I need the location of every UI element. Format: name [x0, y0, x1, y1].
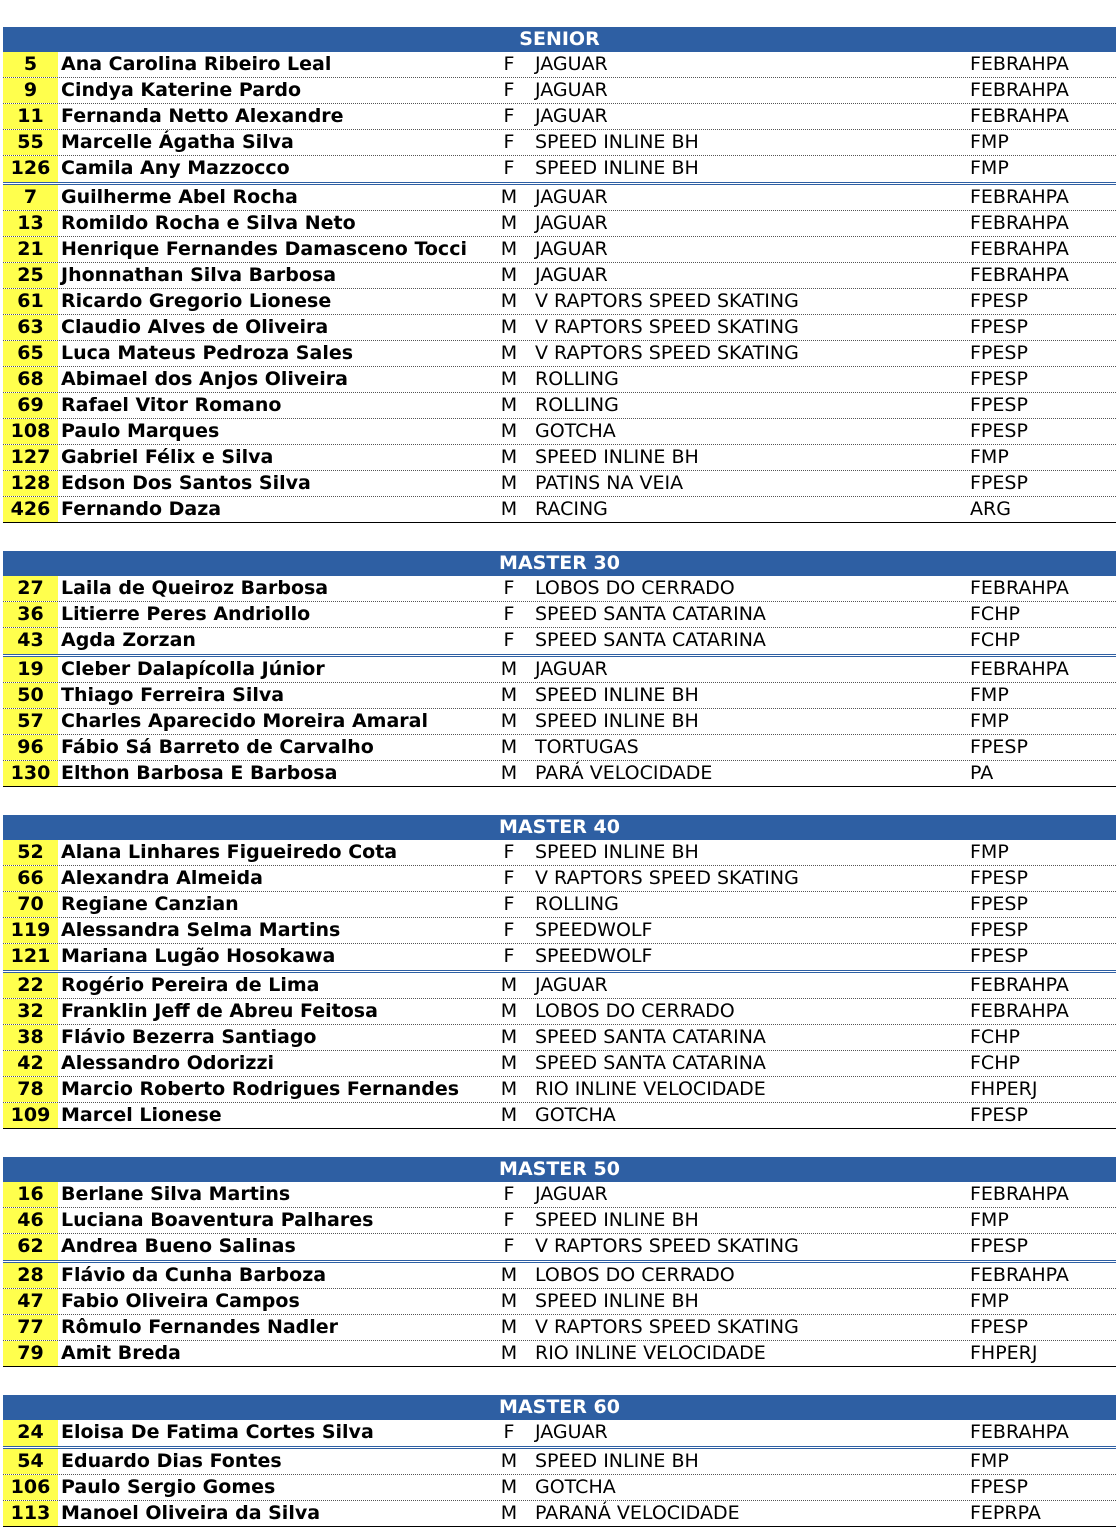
- athlete-name: Franklin Jeff de Abreu Feitosa: [61, 1000, 378, 1022]
- club-name: JAGUAR: [535, 186, 608, 208]
- bib-number: 7: [3, 185, 58, 210]
- athlete-row: [3, 973, 1116, 999]
- bib-number: 52: [3, 840, 58, 865]
- athlete-row: [3, 1077, 1116, 1103]
- athlete-row: [3, 1025, 1116, 1051]
- bib-number: 38: [3, 1025, 58, 1050]
- bib-number: 109: [3, 1103, 58, 1128]
- bib-number: 11: [3, 104, 58, 129]
- club-name: SPEED SANTA CATARINA: [535, 629, 766, 651]
- club-name: SPEED INLINE BH: [535, 1209, 699, 1231]
- federation: FCHP: [970, 629, 1020, 651]
- athlete-name: Eduardo Dias Fontes: [61, 1450, 282, 1472]
- athlete-row: [3, 709, 1116, 735]
- athlete-gender: M: [500, 264, 518, 286]
- athlete-name: Henrique Fernandes Damasceno Tocci: [61, 238, 467, 260]
- athlete-name: Marcio Roberto Rodrigues Fernandes: [61, 1078, 460, 1100]
- bib-number: 28: [3, 1263, 58, 1288]
- bib-number: 126: [3, 156, 58, 182]
- club-name: V RAPTORS SPEED SKATING: [535, 867, 799, 889]
- federation: FEBRAHPA: [970, 264, 1069, 286]
- bib-number: 65: [3, 341, 58, 366]
- bib-number: 46: [3, 1208, 58, 1233]
- athlete-name: Manoel Oliveira da Silva: [61, 1502, 321, 1524]
- federation: FPESP: [970, 867, 1028, 889]
- athlete-gender: M: [500, 212, 518, 234]
- club-name: V RAPTORS SPEED SKATING: [535, 342, 799, 364]
- athlete-row: [3, 761, 1116, 787]
- club-name: RIO INLINE VELOCIDADE: [535, 1078, 766, 1100]
- club-name: JAGUAR: [535, 212, 608, 234]
- athlete-name: Camila Any Mazzocco: [61, 157, 290, 179]
- athlete-name: Ana Carolina Ribeiro Leal: [61, 53, 332, 75]
- athlete-gender: M: [500, 1104, 518, 1126]
- federation: FEBRAHPA: [970, 1264, 1069, 1286]
- federation: FCHP: [970, 1026, 1020, 1048]
- athlete-row: [3, 657, 1116, 683]
- athlete-gender: M: [500, 394, 518, 416]
- bib-number: 61: [3, 289, 58, 314]
- athlete-name: Paulo Marques: [61, 420, 220, 442]
- club-name: LOBOS DO CERRADO: [535, 1000, 735, 1022]
- bib-number: 57: [3, 709, 58, 734]
- club-name: V RAPTORS SPEED SKATING: [535, 290, 799, 312]
- club-name: SPEED INLINE BH: [535, 446, 699, 468]
- federation: FPESP: [970, 420, 1028, 442]
- federation: FHPERJ: [970, 1342, 1038, 1364]
- club-name: SPEED SANTA CATARINA: [535, 603, 766, 625]
- bib-number: 25: [3, 263, 58, 288]
- athlete-name: Paulo Sergio Gomes: [61, 1476, 276, 1498]
- federation: FPESP: [970, 945, 1028, 967]
- federation: FEPRPA: [970, 1502, 1041, 1524]
- bib-number: 43: [3, 628, 58, 654]
- athlete-name: Rogério Pereira de Lima: [61, 974, 320, 996]
- club-name: PATINS NA VEIA: [535, 472, 684, 494]
- club-name: V RAPTORS SPEED SKATING: [535, 1235, 799, 1257]
- federation: FPESP: [970, 290, 1028, 312]
- bib-number: 55: [3, 130, 58, 155]
- athlete-row: [3, 892, 1116, 918]
- athlete-name: Marcelle Ágatha Silva: [61, 131, 294, 153]
- athlete-name: Rafael Vitor Romano: [61, 394, 282, 416]
- federation: FPESP: [970, 893, 1028, 915]
- federation: FMP: [970, 446, 1009, 468]
- athlete-name: Laila de Queiroz Barbosa: [61, 577, 329, 599]
- club-name: PARÁ VELOCIDADE: [535, 762, 713, 784]
- athlete-row: [3, 944, 1116, 973]
- federation: FEBRAHPA: [970, 658, 1069, 680]
- club-name: LOBOS DO CERRADO: [535, 1264, 735, 1286]
- federation: FEBRAHPA: [970, 238, 1069, 260]
- federation: FEBRAHPA: [970, 79, 1069, 101]
- bib-number: 426: [3, 497, 58, 522]
- athlete-name: Fábio Sá Barreto de Carvalho: [61, 736, 374, 758]
- athlete-row: [3, 52, 1116, 78]
- bib-number: 13: [3, 211, 58, 236]
- federation: FPESP: [970, 368, 1028, 390]
- category-table: [3, 27, 1116, 523]
- athlete-gender: M: [500, 1026, 518, 1048]
- athlete-name: Litierre Peres Andriollo: [61, 603, 311, 625]
- athlete-gender: F: [503, 577, 515, 599]
- athlete-gender: M: [500, 658, 518, 680]
- club-name: SPEED INLINE BH: [535, 1290, 699, 1312]
- club-name: ROLLING: [535, 394, 619, 416]
- athlete-name: Fernando Daza: [61, 498, 222, 520]
- athlete-row: [3, 185, 1116, 211]
- bib-number: 54: [3, 1449, 58, 1474]
- club-name: JAGUAR: [535, 1421, 608, 1443]
- federation: FEBRAHPA: [970, 1421, 1069, 1443]
- bib-number: 47: [3, 1289, 58, 1314]
- athlete-gender: F: [503, 1183, 515, 1205]
- athlete-gender: F: [503, 53, 515, 75]
- athlete-name: Amit Breda: [61, 1342, 181, 1364]
- club-name: SPEED INLINE BH: [535, 157, 699, 179]
- athlete-name: Edson Dos Santos Silva: [61, 472, 311, 494]
- bib-number: 22: [3, 973, 58, 998]
- athlete-name: Rômulo Fernandes Nadler: [61, 1316, 339, 1338]
- federation: FEBRAHPA: [970, 105, 1069, 127]
- federation: FPESP: [970, 1235, 1028, 1257]
- athlete-gender: M: [500, 472, 518, 494]
- bib-number: 5: [3, 52, 58, 77]
- federation: FEBRAHPA: [970, 53, 1069, 75]
- athlete-gender: F: [503, 603, 515, 625]
- bib-number: 96: [3, 735, 58, 760]
- athlete-name: Andrea Bueno Salinas: [61, 1235, 296, 1257]
- category-table: [3, 815, 1116, 1129]
- athlete-name: Regiane Canzian: [61, 893, 239, 915]
- bib-number: 128: [3, 471, 58, 496]
- category-header: MASTER 50: [3, 1157, 1116, 1182]
- federation: FPESP: [970, 1316, 1028, 1338]
- athlete-gender: F: [503, 841, 515, 863]
- athlete-name: Cleber Dalapícolla Júnior: [61, 658, 325, 680]
- bib-number: 9: [3, 78, 58, 103]
- club-name: GOTCHA: [535, 420, 616, 442]
- club-name: V RAPTORS SPEED SKATING: [535, 316, 799, 338]
- bib-number: 36: [3, 602, 58, 627]
- club-name: GOTCHA: [535, 1476, 616, 1498]
- athlete-row: [3, 1420, 1116, 1449]
- athlete-gender: M: [500, 290, 518, 312]
- athlete-row: [3, 918, 1116, 944]
- club-name: JAGUAR: [535, 53, 608, 75]
- federation: FEBRAHPA: [970, 1000, 1069, 1022]
- bib-number: 50: [3, 683, 58, 708]
- club-name: SPEED INLINE BH: [535, 710, 699, 732]
- federation: FMP: [970, 131, 1009, 153]
- bib-number: 79: [3, 1341, 58, 1366]
- athlete-gender: M: [500, 1264, 518, 1286]
- athlete-gender: F: [503, 131, 515, 153]
- bib-number: 108: [3, 419, 58, 444]
- athlete-row: [3, 393, 1116, 419]
- federation: ARG: [970, 498, 1011, 520]
- category-table: [3, 551, 1116, 787]
- bib-number: 21: [3, 237, 58, 262]
- athlete-row: [3, 1182, 1116, 1208]
- athlete-row: [3, 237, 1116, 263]
- athlete-name: Fabio Oliveira Campos: [61, 1290, 300, 1312]
- category-header: MASTER 30: [3, 551, 1116, 576]
- athlete-name: Abimael dos Anjos Oliveira: [61, 368, 348, 390]
- category-header: MASTER 60: [3, 1395, 1116, 1420]
- bib-number: 130: [3, 761, 58, 786]
- federation: FMP: [970, 157, 1009, 179]
- athlete-name: Thiago Ferreira Silva: [61, 684, 285, 706]
- club-name: V RAPTORS SPEED SKATING: [535, 1316, 799, 1338]
- bib-number: 32: [3, 999, 58, 1024]
- athlete-row: [3, 78, 1116, 104]
- athlete-row: [3, 602, 1116, 628]
- athlete-row: [3, 263, 1116, 289]
- athlete-name: Gabriel Félix e Silva: [61, 446, 274, 468]
- federation: FPESP: [970, 316, 1028, 338]
- federation: FEBRAHPA: [970, 186, 1069, 208]
- bib-number: 70: [3, 892, 58, 917]
- bib-number: 66: [3, 866, 58, 891]
- athlete-name: Claudio Alves de Oliveira: [61, 316, 329, 338]
- bib-number: 78: [3, 1077, 58, 1102]
- athlete-row: [3, 367, 1116, 393]
- athlete-gender: M: [500, 684, 518, 706]
- athlete-row: [3, 315, 1116, 341]
- club-name: LOBOS DO CERRADO: [535, 577, 735, 599]
- athlete-gender: F: [503, 1421, 515, 1443]
- federation: FMP: [970, 710, 1009, 732]
- club-name: SPEEDWOLF: [535, 945, 653, 967]
- athlete-name: Romildo Rocha e Silva Neto: [61, 212, 356, 234]
- federation: FPESP: [970, 1104, 1028, 1126]
- athlete-gender: M: [500, 762, 518, 784]
- federation: FMP: [970, 1209, 1009, 1231]
- athlete-name: Luca Mateus Pedroza Sales: [61, 342, 354, 364]
- federation: FPESP: [970, 1476, 1028, 1498]
- club-name: RACING: [535, 498, 608, 520]
- athlete-gender: M: [500, 1000, 518, 1022]
- athlete-gender: F: [503, 867, 515, 889]
- athlete-name: Fernanda Netto Alexandre: [61, 105, 344, 127]
- athlete-gender: M: [500, 1290, 518, 1312]
- federation: FPESP: [970, 342, 1028, 364]
- athlete-row: [3, 1341, 1116, 1367]
- athlete-name: Marcel Lionese: [61, 1104, 222, 1126]
- athlete-row: [3, 735, 1116, 761]
- athlete-name: Jhonnathan Silva Barbosa: [61, 264, 337, 286]
- bib-number: 63: [3, 315, 58, 340]
- athlete-row: [3, 104, 1116, 130]
- athlete-gender: F: [503, 157, 515, 179]
- athlete-gender: M: [500, 420, 518, 442]
- athlete-gender: M: [500, 1078, 518, 1100]
- athlete-gender: M: [500, 498, 518, 520]
- athlete-row: [3, 628, 1116, 657]
- federation: FPESP: [970, 472, 1028, 494]
- club-name: RIO INLINE VELOCIDADE: [535, 1342, 766, 1364]
- federation: FPESP: [970, 736, 1028, 758]
- category-header: MASTER 40: [3, 815, 1116, 840]
- athlete-gender: M: [500, 316, 518, 338]
- athlete-name: Flávio da Cunha Barboza: [61, 1264, 327, 1286]
- athlete-row: [3, 1289, 1116, 1315]
- athlete-row: [3, 683, 1116, 709]
- bib-number: 16: [3, 1182, 58, 1207]
- athlete-gender: M: [500, 342, 518, 364]
- athlete-name: Flávio Bezerra Santiago: [61, 1026, 317, 1048]
- federation: FEBRAHPA: [970, 577, 1069, 599]
- athlete-name: Berlane Silva Martins: [61, 1183, 291, 1205]
- athlete-row: [3, 289, 1116, 315]
- athlete-gender: F: [503, 1235, 515, 1257]
- athlete-name: Ricardo Gregorio Lionese: [61, 290, 332, 312]
- athlete-row: [3, 1475, 1116, 1501]
- bib-number: 127: [3, 445, 58, 470]
- bib-number: 119: [3, 918, 58, 943]
- federation: FHPERJ: [970, 1078, 1038, 1100]
- bib-number: 24: [3, 1420, 58, 1446]
- club-name: JAGUAR: [535, 264, 608, 286]
- athlete-row: [3, 1501, 1116, 1527]
- club-name: JAGUAR: [535, 238, 608, 260]
- bib-number: 68: [3, 367, 58, 392]
- athlete-row: [3, 1449, 1116, 1475]
- athlete-row: [3, 1051, 1116, 1077]
- bib-number: 69: [3, 393, 58, 418]
- club-name: JAGUAR: [535, 1183, 608, 1205]
- federation: FCHP: [970, 603, 1020, 625]
- club-name: ROLLING: [535, 893, 619, 915]
- athlete-gender: M: [500, 974, 518, 996]
- athlete-row: [3, 419, 1116, 445]
- athlete-name: Alessandro Odorizzi: [61, 1052, 275, 1074]
- athlete-name: Agda Zorzan: [61, 629, 196, 651]
- bib-number: 113: [3, 1501, 58, 1526]
- bib-number: 121: [3, 944, 58, 970]
- athlete-gender: F: [503, 919, 515, 941]
- category-table: [3, 1395, 1116, 1527]
- athlete-row: [3, 840, 1116, 866]
- federation: FMP: [970, 1290, 1009, 1312]
- athlete-name: Eloisa De Fatima Cortes Silva: [61, 1421, 374, 1443]
- club-name: SPEED INLINE BH: [535, 1450, 699, 1472]
- athlete-gender: M: [500, 1052, 518, 1074]
- athlete-gender: M: [500, 1342, 518, 1364]
- bib-number: 106: [3, 1475, 58, 1500]
- federation: FPESP: [970, 394, 1028, 416]
- athlete-name: Alana Linhares Figueiredo Cota: [61, 841, 398, 863]
- athlete-name: Cindya Katerine Pardo: [61, 79, 302, 101]
- club-name: JAGUAR: [535, 658, 608, 680]
- club-name: JAGUAR: [535, 79, 608, 101]
- federation: FMP: [970, 684, 1009, 706]
- athlete-gender: F: [503, 629, 515, 651]
- bib-number: 19: [3, 657, 58, 682]
- club-name: GOTCHA: [535, 1104, 616, 1126]
- federation: FEBRAHPA: [970, 1183, 1069, 1205]
- athlete-row: [3, 130, 1116, 156]
- athlete-gender: M: [500, 1502, 518, 1524]
- bib-number: 77: [3, 1315, 58, 1340]
- athlete-gender: F: [503, 945, 515, 967]
- athlete-row: [3, 341, 1116, 367]
- athlete-gender: M: [500, 1450, 518, 1472]
- athlete-row: [3, 211, 1116, 237]
- bib-number: 42: [3, 1051, 58, 1076]
- federation: FPESP: [970, 919, 1028, 941]
- athlete-gender: M: [500, 446, 518, 468]
- club-name: JAGUAR: [535, 105, 608, 127]
- athlete-gender: F: [503, 893, 515, 915]
- athlete-row: [3, 445, 1116, 471]
- athlete-name: Mariana Lugão Hosokawa: [61, 945, 336, 967]
- club-name: TORTUGAS: [535, 736, 639, 758]
- athlete-row: [3, 866, 1116, 892]
- athlete-row: [3, 471, 1116, 497]
- athlete-row: [3, 1234, 1116, 1263]
- athlete-gender: F: [503, 79, 515, 101]
- athlete-name: Charles Aparecido Moreira Amaral: [61, 710, 428, 732]
- athlete-row: [3, 1315, 1116, 1341]
- athlete-row: [3, 1103, 1116, 1129]
- athlete-name: Guilherme Abel Rocha: [61, 186, 298, 208]
- athlete-gender: M: [500, 710, 518, 732]
- club-name: SPEED INLINE BH: [535, 841, 699, 863]
- athlete-name: Alexandra Almeida: [61, 867, 263, 889]
- category-table: [3, 1157, 1116, 1367]
- athlete-name: Elthon Barbosa E Barbosa: [61, 762, 338, 784]
- athlete-gender: F: [503, 105, 515, 127]
- athlete-gender: M: [500, 238, 518, 260]
- athlete-gender: M: [500, 736, 518, 758]
- athlete-name: Alessandra Selma Martins: [61, 919, 341, 941]
- club-name: SPEED INLINE BH: [535, 684, 699, 706]
- category-header: SENIOR: [3, 27, 1116, 52]
- athlete-row: [3, 576, 1116, 602]
- federation: FMP: [970, 841, 1009, 863]
- athlete-gender: M: [500, 186, 518, 208]
- athlete-row: [3, 1263, 1116, 1289]
- federation: PA: [970, 762, 994, 784]
- club-name: JAGUAR: [535, 974, 608, 996]
- athlete-gender: F: [503, 1209, 515, 1231]
- athlete-row: [3, 1208, 1116, 1234]
- athlete-gender: M: [500, 368, 518, 390]
- athlete-row: [3, 156, 1116, 185]
- federation: FCHP: [970, 1052, 1020, 1074]
- bib-number: 62: [3, 1234, 58, 1260]
- club-name: SPEEDWOLF: [535, 919, 653, 941]
- federation: FEBRAHPA: [970, 974, 1069, 996]
- athlete-name: Luciana Boaventura Palhares: [61, 1209, 374, 1231]
- club-name: ROLLING: [535, 368, 619, 390]
- athlete-row: [3, 999, 1116, 1025]
- club-name: PARANÁ VELOCIDADE: [535, 1502, 740, 1524]
- club-name: SPEED INLINE BH: [535, 131, 699, 153]
- federation: FMP: [970, 1450, 1009, 1472]
- federation: FEBRAHPA: [970, 212, 1069, 234]
- athlete-row: [3, 497, 1116, 523]
- club-name: SPEED SANTA CATARINA: [535, 1052, 766, 1074]
- athlete-gender: M: [500, 1316, 518, 1338]
- athlete-gender: M: [500, 1476, 518, 1498]
- bib-number: 27: [3, 576, 58, 601]
- club-name: SPEED SANTA CATARINA: [535, 1026, 766, 1048]
